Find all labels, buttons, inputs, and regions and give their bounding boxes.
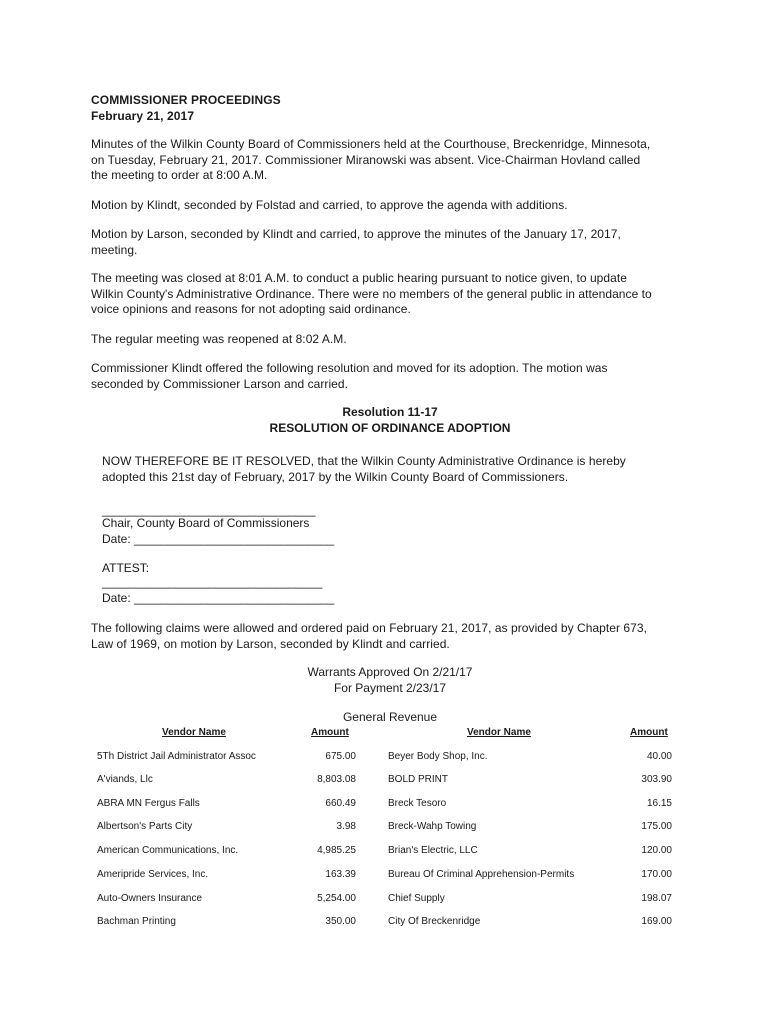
amount-cell: 169.00 <box>641 916 672 927</box>
column-header-vendor-right: Vendor Name <box>467 727 531 738</box>
document-title: COMMISSIONER PROCEEDINGS <box>91 93 281 107</box>
warrants-title: Warrants Approved On 2/21/17 <box>307 665 473 679</box>
vendor-name-cell: 5Th District Jail Administrator Assoc <box>97 751 256 762</box>
text-line: Minutes of the Wilkin County Board of Commissioners held at the Courthouse, Breckenridge, Minnesota, <box>91 137 651 151</box>
text-line: on Tuesday, February 21, 2017. Commissioner Miranowski was absent. Vice-Chairman Hovland called <box>91 152 641 167</box>
amount-cell: 675.00 <box>325 751 356 762</box>
text-line: Law of 1969, on motion by Larson, seconded by Klindt and carried. <box>91 636 450 651</box>
paragraph-meeting-reopened <box>91 332 691 348</box>
resolution-title: RESOLUTION OF ORDINANCE ADOPTION <box>269 421 511 435</box>
text-line: Commissioner Klindt offered the following resolution and moved for its adoption. The motion was <box>91 361 608 375</box>
resolution-body <box>102 454 702 485</box>
chair-label: Chair, County Board of Commissioners <box>102 516 310 530</box>
amount-cell: 175.00 <box>641 821 672 832</box>
text-line: The regular meeting was reopened at 8:02 A.M. <box>91 332 347 346</box>
text-line: The following claims were allowed and ordered paid on February 21, 2017, as provided by Chapter 673, <box>91 621 647 635</box>
amount-cell: 3.98 <box>336 821 356 832</box>
vendor-name-cell: Brian's Electric, LLC <box>388 845 478 856</box>
paragraph-resolution-intro <box>91 361 691 392</box>
payment-date: For Payment 2/23/17 <box>333 681 447 695</box>
vendor-name-cell: Breck Tesoro <box>388 798 447 809</box>
text-line: the meeting to order at 8:00 A.M. <box>91 168 268 183</box>
column-header-amount-left: Amount <box>311 727 349 738</box>
paragraph-minutes-motion <box>91 227 691 258</box>
text-line: NOW THEREFORE BE IT RESOLVED, that the Wilkin County Administrative Ordinance is hereby <box>102 454 626 468</box>
amount-cell: 5,254.00 <box>317 893 356 904</box>
text-line: The meeting was closed at 8:01 A.M. to conduct a public hearing pursuant to notice given, to update <box>91 271 627 285</box>
text-line: seconded by Commissioner Larson and carried. <box>91 376 348 391</box>
attest-signature-line: _________________________________ <box>102 575 323 589</box>
vendor-name-cell: Beyer Body Shop, Inc. <box>388 751 488 762</box>
vendor-name-cell: American Communications, Inc. <box>97 845 239 856</box>
amount-cell: 40.00 <box>646 751 672 762</box>
text-line: Motion by Klindt, seconded by Folstad and carried, to approve the agenda with additions. <box>91 198 568 212</box>
vendor-name-cell: A'viands, Llc <box>97 774 153 785</box>
amount-cell: 120.00 <box>641 845 672 856</box>
amount-cell: 660.49 <box>325 798 356 809</box>
vendor-name-cell: BOLD PRINT <box>388 774 449 785</box>
amount-cell: 198.07 <box>641 893 672 904</box>
amount-cell: 170.00 <box>641 869 672 880</box>
amount-cell: 4,985.25 <box>317 845 356 856</box>
amount-cell: 303.90 <box>641 774 672 785</box>
attest-label: ATTEST: <box>102 561 150 575</box>
vendor-name-cell: ABRA MN Fergus Falls <box>97 798 200 809</box>
resolution-number: Resolution 11-17 <box>342 405 438 419</box>
vendor-name-cell: Bachman Printing <box>97 916 176 927</box>
column-header-amount-right: Amount <box>630 727 668 738</box>
vendor-name-cell: Chief Supply <box>388 893 445 904</box>
text-line: adopted this 21st day of February, 2017 by the Wilkin County Board of Commissioners. <box>102 469 569 484</box>
vendor-name-cell: Albertson's Parts City <box>97 821 193 832</box>
fund-name: General Revenue <box>342 710 438 724</box>
amount-cell: 8,803.08 <box>317 774 356 785</box>
amount-cell: 350.00 <box>325 916 356 927</box>
paragraph-public-hearing <box>91 271 691 318</box>
paragraph-meeting-opening <box>91 137 691 184</box>
claims-intro <box>91 621 691 652</box>
paragraph-agenda-motion <box>91 198 691 214</box>
vendor-name-cell: City Of Breckenridge <box>388 916 481 927</box>
vendor-name-cell: Breck-Wahp Towing <box>388 821 477 832</box>
chair-signature-line: ________________________________ <box>102 503 316 517</box>
vendor-name-cell: Bureau Of Criminal Apprehension-Permits <box>388 869 575 880</box>
amount-cell: 16.15 <box>646 798 672 809</box>
amount-cell: 163.39 <box>325 869 356 880</box>
text-line: Wilkin County's Administrative Ordinance. There were no members of the general public in attendance to <box>91 286 652 301</box>
attest-date-line: Date: ______________________________ <box>102 591 335 605</box>
column-header-vendor-left: Vendor Name <box>162 727 226 738</box>
vendor-name-cell: Ameripride Services, Inc. <box>97 869 209 880</box>
chair-date-line: Date: ______________________________ <box>102 532 335 546</box>
vendor-name-cell: Auto-Owners Insurance <box>97 893 203 904</box>
text-line: Motion by Larson, seconded by Klindt and carried, to approve the minutes of the January 17, 2017, <box>91 227 621 241</box>
text-line: voice opinions and reasons for not adopting said ordinance. <box>91 302 411 317</box>
document-date: February 21, 2017 <box>91 109 195 123</box>
text-line: meeting. <box>91 242 138 257</box>
